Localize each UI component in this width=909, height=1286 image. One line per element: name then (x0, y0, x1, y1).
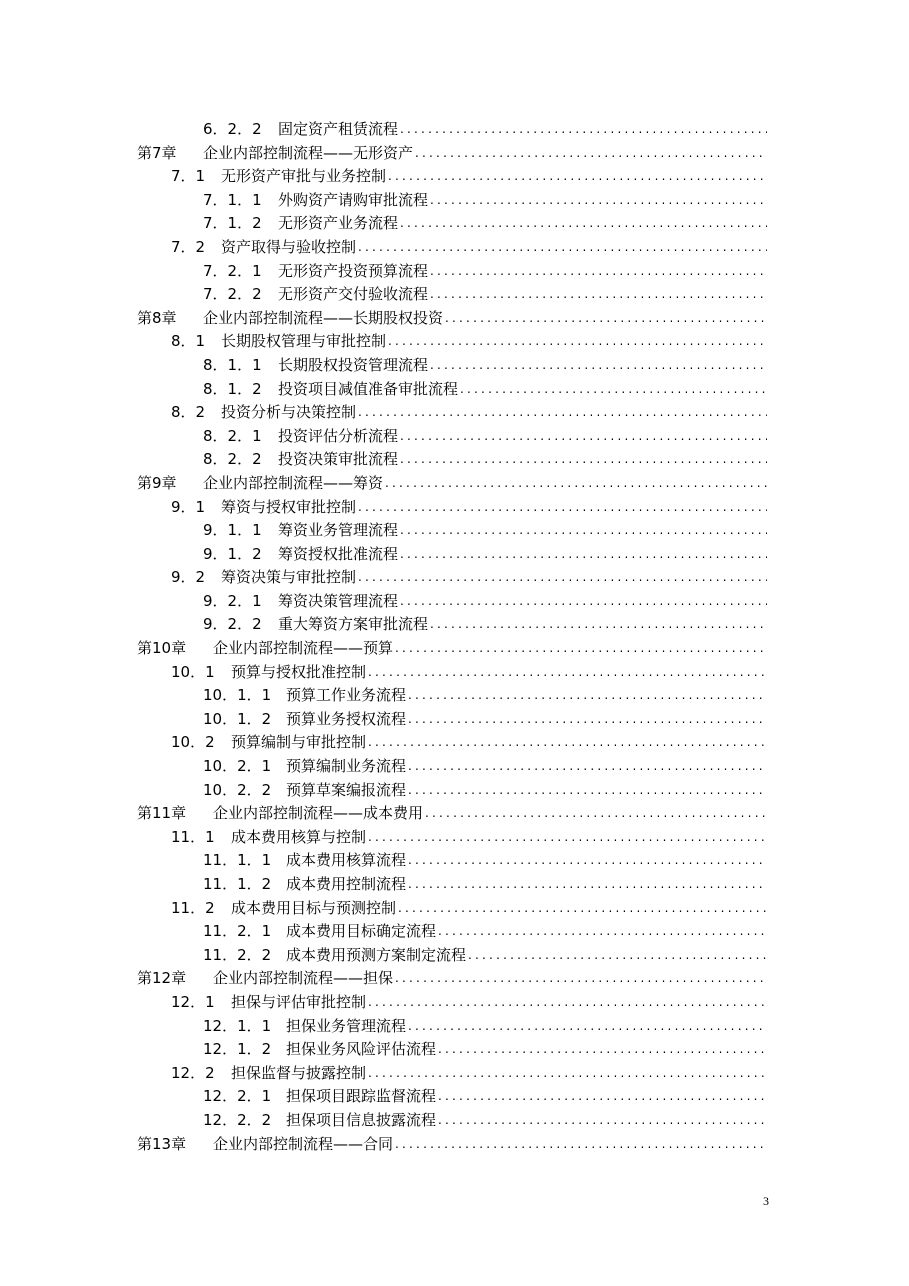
toc-entry-number: 11．2 (171, 898, 215, 917)
toc-entry-number: 9．2．1 (203, 591, 262, 610)
dot-leader (400, 212, 767, 236)
toc-chapter[interactable] (0, 1133, 909, 1157)
toc-entry-number: 11．2．2 (203, 945, 272, 964)
toc-entry-number: 第11章 (137, 804, 187, 823)
toc-entry-title: 筹资业务管理流程 (278, 521, 399, 540)
toc-entry-number: 10．2．1 (203, 757, 272, 776)
toc-section[interactable] (0, 826, 909, 850)
toc-subsection[interactable] (0, 684, 909, 708)
dot-leader (445, 307, 767, 331)
toc-section[interactable] (0, 330, 909, 354)
toc-entry-title: 资产取得与验收控制 (221, 237, 357, 256)
page-number: 3 (763, 1194, 769, 1208)
toc-entry-number: 9．1．1 (203, 521, 262, 540)
toc-section[interactable] (0, 401, 909, 425)
dot-leader (358, 566, 767, 590)
toc-subsection[interactable] (0, 944, 909, 968)
toc-entry-number: 8．1 (171, 332, 206, 351)
toc-subsection[interactable] (0, 1038, 909, 1062)
dot-leader (438, 1109, 767, 1133)
toc-subsection[interactable] (0, 189, 909, 213)
toc-entry-number: 7．2．1 (203, 261, 262, 280)
dot-leader (408, 684, 767, 708)
toc-entry-title: 企业内部控制流程——预算 (213, 639, 394, 658)
toc-section[interactable] (0, 236, 909, 260)
toc-entry-number: 第12章 (137, 969, 187, 988)
dot-leader (438, 1038, 767, 1062)
dot-leader (368, 661, 767, 685)
dot-leader (398, 897, 767, 921)
toc-entry-number: 10．2．2 (203, 780, 272, 799)
toc-subsection[interactable] (0, 873, 909, 897)
toc-subsection[interactable] (0, 1015, 909, 1039)
toc-subsection[interactable] (0, 260, 909, 284)
dot-leader (368, 991, 767, 1015)
toc-entry-title: 筹资决策与审批控制 (221, 568, 357, 587)
toc-entry-number: 12．2．2 (203, 1110, 272, 1129)
toc-entry-title: 预算工作业务流程 (286, 686, 407, 705)
toc-section[interactable] (0, 1062, 909, 1086)
toc-subsection[interactable] (0, 378, 909, 402)
dot-leader (438, 920, 767, 944)
toc-entry-number: 9．2．2 (203, 615, 262, 634)
toc-chapter[interactable] (0, 637, 909, 661)
toc-section[interactable] (0, 165, 909, 189)
toc-entry-number: 12．1．2 (203, 1040, 272, 1059)
toc-entry-title: 担保项目跟踪监督流程 (286, 1087, 437, 1106)
toc-entry-title: 筹资授权批准流程 (278, 544, 399, 563)
toc-entry-title: 预算草案编报流程 (286, 780, 407, 799)
toc-chapter[interactable] (0, 967, 909, 991)
toc-subsection[interactable] (0, 920, 909, 944)
toc-entry-title: 担保项目信息披露流程 (286, 1110, 437, 1129)
toc-subsection[interactable] (0, 1109, 909, 1133)
toc-entry-title: 成本费用目标与预测控制 (231, 898, 397, 917)
dot-leader (400, 118, 767, 142)
toc-subsection[interactable] (0, 212, 909, 236)
toc-subsection[interactable] (0, 519, 909, 543)
toc-chapter[interactable] (0, 142, 909, 166)
toc-entry-number: 第13章 (137, 1134, 187, 1153)
dot-leader (430, 354, 767, 378)
dot-leader (395, 1133, 767, 1157)
dot-leader (430, 613, 767, 637)
toc-entry-number: 7．1 (171, 167, 206, 186)
toc-subsection[interactable] (0, 779, 909, 803)
dot-leader (358, 496, 767, 520)
dot-leader (460, 378, 767, 402)
toc-entry-number: 9．2 (171, 568, 206, 587)
toc-entry-number: 第7章 (137, 143, 177, 162)
toc-entry-title: 企业内部控制流程——筹资 (203, 473, 384, 492)
toc-subsection[interactable] (0, 849, 909, 873)
toc-entry-number: 第8章 (137, 308, 177, 327)
toc-entry-title: 企业内部控制流程——合同 (213, 1134, 394, 1153)
toc-subsection[interactable] (0, 354, 909, 378)
toc-entry-number: 7．1．1 (203, 190, 262, 209)
toc-entry-title: 无形资产交付验收流程 (278, 285, 429, 304)
dot-leader (400, 590, 767, 614)
toc-entry-title: 筹资与授权审批控制 (221, 497, 357, 516)
toc-entry-title: 筹资决策管理流程 (278, 591, 399, 610)
toc-entry-title: 担保监督与披露控制 (231, 1063, 367, 1082)
toc-section[interactable] (0, 897, 909, 921)
toc-entry-title: 固定资产租赁流程 (278, 120, 399, 138)
dot-leader (385, 472, 767, 496)
toc-section[interactable] (0, 496, 909, 520)
toc-entry-number: 9．1 (171, 497, 206, 516)
toc-subsection[interactable] (0, 448, 909, 472)
dot-leader (400, 543, 767, 567)
toc-entry-title: 企业内部控制流程——无形资产 (203, 143, 414, 162)
toc-entry-number: 10．1．2 (203, 709, 272, 728)
toc-section[interactable] (0, 661, 909, 685)
dot-leader (408, 849, 767, 873)
toc-entry-title: 无形资产投资预算流程 (278, 261, 429, 280)
toc-subsection[interactable] (0, 613, 909, 637)
dot-leader (425, 802, 767, 826)
toc-entry-title: 预算与授权批准控制 (231, 662, 367, 681)
dot-leader (468, 944, 767, 968)
toc-chapter[interactable] (0, 802, 909, 826)
toc-entry-title: 企业内部控制流程——长期股权投资 (203, 308, 444, 327)
dot-leader (358, 236, 767, 260)
dot-leader (415, 142, 767, 166)
toc-entry-number: 8．1．2 (203, 379, 262, 398)
toc-subsection[interactable] (0, 755, 909, 779)
dot-leader (438, 1085, 767, 1109)
toc-entry-title: 投资分析与决策控制 (221, 403, 357, 422)
toc-entry-title: 企业内部控制流程——担保 (213, 969, 394, 988)
toc-entry-number: 10．1．1 (203, 686, 272, 705)
toc-subsection[interactable] (0, 708, 909, 732)
toc-entry-title: 成本费用预测方案制定流程 (286, 945, 467, 964)
toc-entry-number: 7．1．2 (203, 214, 262, 233)
dot-leader (368, 731, 767, 755)
toc-entry-title: 无形资产审批与业务控制 (221, 167, 387, 186)
toc-entry-number: 11．1．2 (203, 875, 272, 893)
dot-leader (400, 519, 767, 543)
dot-leader (430, 260, 767, 284)
toc-entry-title: 预算业务授权流程 (286, 709, 407, 728)
toc-entry-title: 长期股权管理与审批控制 (221, 332, 387, 351)
toc-section[interactable] (0, 991, 909, 1015)
dot-leader (408, 1015, 767, 1039)
toc-entry-title: 预算编制与审批控制 (231, 733, 367, 752)
toc-entry-number: 12．1．1 (203, 1016, 272, 1035)
dot-leader (408, 873, 767, 897)
toc-entry-title: 担保与评估审批控制 (231, 992, 367, 1011)
toc-entry-number: 7．2．2 (203, 285, 262, 304)
toc-entry-number: 7．2 (171, 237, 206, 256)
dot-leader (408, 708, 767, 732)
toc-entry-title: 重大筹资方案审批流程 (278, 615, 429, 634)
toc-entry-title: 担保业务风险评估流程 (286, 1040, 437, 1059)
toc-entry-title: 投资评估分析流程 (278, 426, 399, 445)
dot-leader (395, 967, 767, 991)
dot-leader (400, 448, 767, 472)
toc-entry-title: 担保业务管理流程 (286, 1016, 407, 1035)
toc-entry-number: 6．2．2 (203, 120, 262, 138)
dot-leader (358, 401, 767, 425)
toc-entry-number: 第9章 (137, 473, 177, 492)
toc-subsection[interactable] (0, 543, 909, 567)
dot-leader (408, 755, 767, 779)
toc-entry-title: 成本费用核算与控制 (231, 827, 367, 846)
table-of-contents (0, 118, 909, 1156)
toc-entry-number: 8．2 (171, 403, 206, 422)
toc-subsection[interactable] (0, 590, 909, 614)
dot-leader (388, 330, 767, 354)
toc-section[interactable] (0, 731, 909, 755)
dot-leader (395, 637, 767, 661)
toc-chapter[interactable] (0, 307, 909, 331)
toc-entry-number: 第10章 (137, 639, 187, 658)
toc-entry-title: 成本费用控制流程 (286, 875, 407, 893)
toc-subsection[interactable] (0, 118, 909, 142)
toc-subsection[interactable] (0, 1085, 909, 1109)
toc-entry-title: 投资项目减值准备审批流程 (278, 379, 459, 398)
toc-entry-title: 无形资产业务流程 (278, 214, 399, 233)
toc-subsection[interactable] (0, 283, 909, 307)
toc-entry-title: 企业内部控制流程——成本费用 (213, 804, 424, 823)
toc-entry-number: 11．1 (171, 827, 215, 846)
toc-entry-title: 投资决策审批流程 (278, 450, 399, 469)
toc-chapter[interactable] (0, 472, 909, 496)
dot-leader (408, 779, 767, 803)
toc-entry-title: 外购资产请购审批流程 (278, 190, 429, 209)
toc-entry-number: 8．2．2 (203, 450, 262, 469)
toc-entry-number: 11．1．1 (203, 851, 272, 870)
toc-entry-number: 8．2．1 (203, 426, 262, 445)
toc-entry-number: 12．2 (171, 1063, 215, 1082)
toc-entry-title: 成本费用目标确定流程 (286, 922, 437, 941)
toc-entry-number: 8．1．1 (203, 355, 262, 374)
dot-leader (388, 165, 767, 189)
toc-section[interactable] (0, 566, 909, 590)
dot-leader (430, 283, 767, 307)
toc-subsection[interactable] (0, 425, 909, 449)
toc-entry-title: 长期股权投资管理流程 (278, 355, 429, 374)
toc-entry-title: 预算编制业务流程 (286, 757, 407, 776)
toc-entry-number: 12．2．1 (203, 1087, 272, 1106)
dot-leader (430, 189, 767, 213)
toc-entry-number: 10．2 (171, 733, 215, 752)
dot-leader (368, 826, 767, 850)
toc-entry-number: 11．2．1 (203, 922, 272, 941)
toc-entry-title: 成本费用核算流程 (286, 851, 407, 870)
toc-entry-number: 9．1．2 (203, 544, 262, 563)
dot-leader (368, 1062, 767, 1086)
toc-entry-number: 12．1 (171, 992, 215, 1011)
toc-entry-number: 10．1 (171, 662, 215, 681)
dot-leader (400, 425, 767, 449)
